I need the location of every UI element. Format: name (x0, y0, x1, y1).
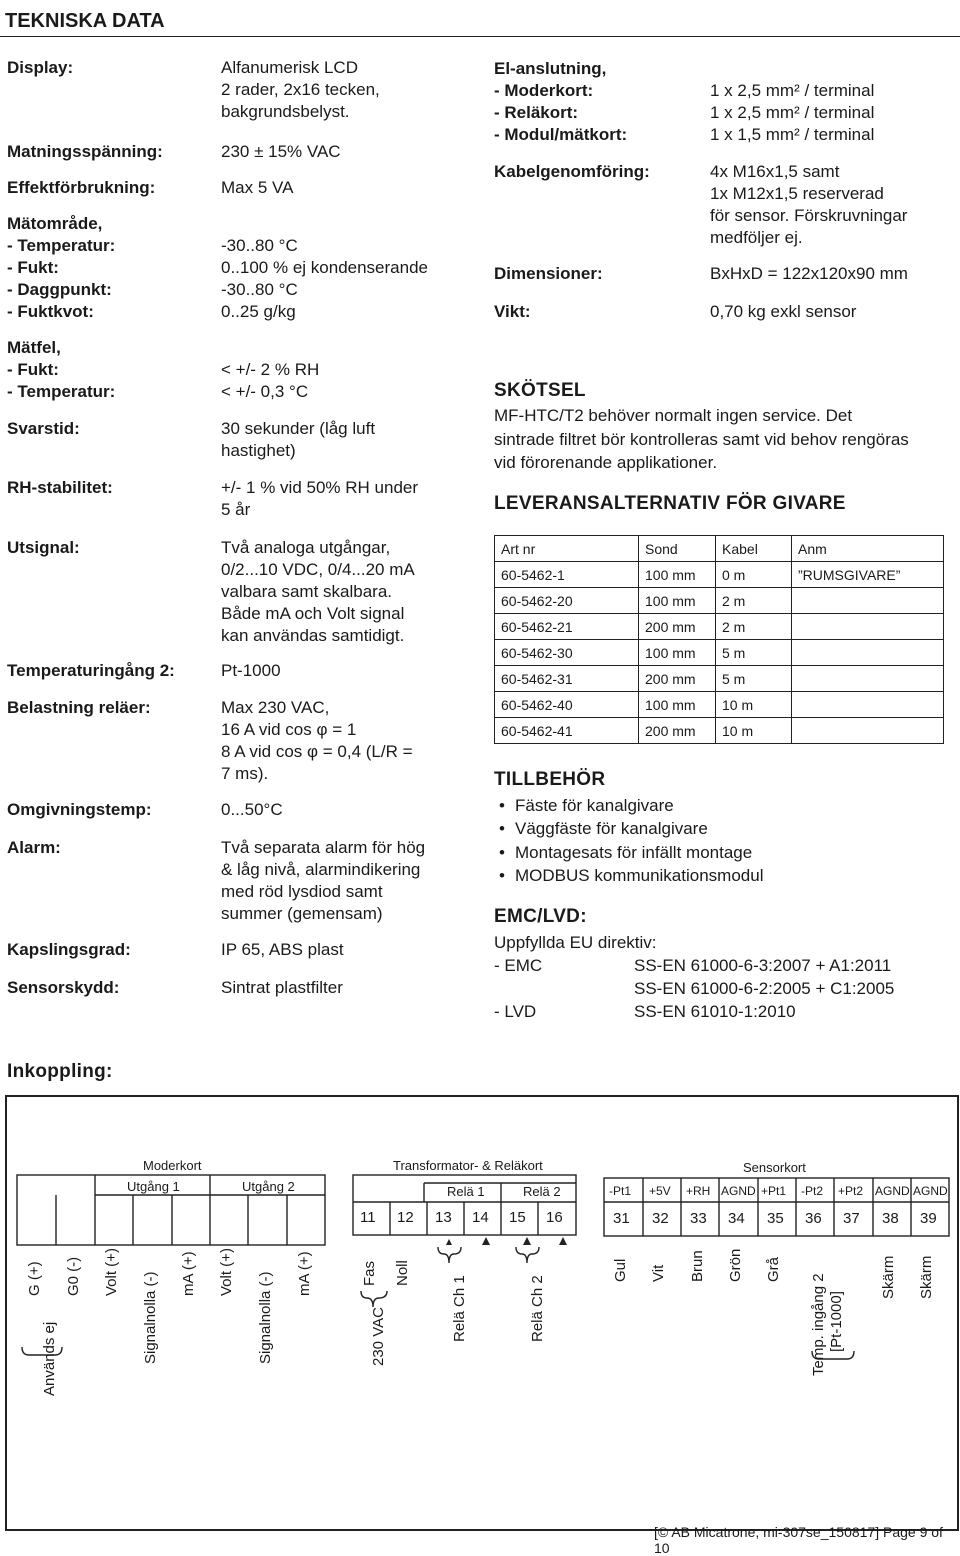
spec-value: Max 230 VAC, (221, 698, 330, 717)
spec-value: 1 x 2,5 mm² / terminal (710, 103, 875, 122)
terminal-number: 11 (360, 1209, 376, 1226)
table-cell: 200 mm (639, 666, 716, 692)
wire-label: Temp. ingång 2 (810, 1273, 827, 1376)
moderkort-title: Moderkort (143, 1158, 202, 1173)
table-cell: 10 m (716, 692, 792, 718)
spec-value: hastighet) (221, 441, 296, 460)
bracket (516, 1247, 539, 1263)
column-header: Kabel (716, 536, 792, 562)
spec-label: Vikt: (494, 302, 531, 321)
list-item: • MODBUS kommunikationsmodul (515, 865, 763, 886)
spec-value: 5 år (221, 500, 251, 519)
wire-label: G0 (-) (65, 1256, 82, 1296)
table-cell: ”RUMSGIVARE” (792, 562, 944, 588)
skotsel-line: vid förorenande applikationer. (494, 453, 718, 472)
emc-intro: Uppfyllda EU direktiv: (494, 933, 657, 952)
table-row (495, 718, 944, 744)
table-row (495, 588, 944, 614)
spec-value: -30..80 °C (221, 236, 298, 255)
terminal-number: 12 (397, 1209, 414, 1226)
terminal-number: 35 (767, 1210, 784, 1227)
table-cell: 60-5462-1 (495, 562, 639, 588)
tillbehor-heading: TILLBEHÖR (494, 769, 606, 790)
relay-group: Relä 2 (523, 1184, 561, 1199)
table-cell: 200 mm (639, 614, 716, 640)
moderkort-group: Utgång 1 (127, 1179, 180, 1194)
wire-label: Volt (+) (103, 1248, 120, 1296)
table-cell: 60-5462-41 (495, 718, 639, 744)
table-cell: 100 mm (639, 588, 716, 614)
list-item: • Väggfäste för kanalgivare (515, 818, 708, 839)
title-bar (0, 4, 960, 37)
table-cell: 60-5462-21 (495, 614, 639, 640)
spec-value: 1x M12x1,5 reserverad (710, 184, 884, 203)
table-cell (792, 614, 944, 640)
spec-value: bakgrundsbelyst. (221, 102, 350, 121)
spec-label: - Daggpunkt: (7, 280, 112, 299)
spec-label: Sensorskydd: (7, 978, 120, 997)
relay-group: Relä 1 (447, 1184, 485, 1199)
spec-label: Svarstid: (7, 419, 80, 438)
transformator-title: Transformator- & Reläkort (393, 1158, 543, 1173)
skotsel-line: sintrade filtret bör kontrolleras samt vid behov rengöras (494, 430, 909, 449)
wire-label: Gul (612, 1258, 629, 1282)
table-cell: 100 mm (639, 692, 716, 718)
terminal-number: 13 (435, 1209, 452, 1226)
spec-value: 0,70 kg exkl sensor (710, 302, 857, 321)
wire-label: Relä Ch 2 (529, 1275, 546, 1342)
wire-label: Används ej (41, 1321, 58, 1396)
spec-label: - Reläkort: (494, 103, 579, 122)
wire-label: G (+) (26, 1261, 43, 1296)
column-header: Sond (639, 536, 716, 562)
terminal-number: 33 (690, 1210, 707, 1227)
spec-value: 7 ms). (221, 764, 269, 783)
spec-label: Mätfel, (7, 338, 61, 357)
spec-label: Temperaturingång 2: (7, 661, 175, 680)
spec-label: Omgivningstemp: (7, 800, 152, 819)
sensor-signal: +RH (686, 1184, 711, 1198)
arrow-icon (482, 1237, 490, 1245)
table-cell: 60-5462-40 (495, 692, 639, 718)
terminal-number: 37 (843, 1210, 860, 1227)
spec-value: BxHxD = 122x120x90 mm (710, 264, 908, 283)
spec-label: Dimensioner: (494, 264, 603, 283)
table-cell: 100 mm (639, 562, 716, 588)
bracket (438, 1247, 461, 1263)
spec-value: summer (gemensam) (221, 904, 383, 923)
spec-label: - Fuktkvot: (7, 302, 94, 321)
spec-value: 2 rader, 2x16 tecken, (221, 80, 380, 99)
skotsel-line: MF-HTC/T2 behöver normalt ingen service. Det (494, 406, 853, 425)
emc-value: SS-EN 61010-1:2010 (634, 1002, 796, 1021)
wire-label: Fas (361, 1260, 378, 1286)
spec-label: Belastning reläer: (7, 698, 151, 717)
spec-value: +/- 1 % vid 50% RH under (221, 478, 419, 497)
spec-value: Två separata alarm för hög (221, 838, 426, 857)
list-item: • Fäste för kanalgivare (515, 795, 674, 816)
table-cell: 5 m (716, 640, 792, 666)
wire-label: Grön (727, 1248, 744, 1282)
spec-label: - Modul/mätkort: (494, 125, 628, 144)
wire-label: Signalnolla (-) (142, 1271, 159, 1364)
spec-label: - Temperatur: (7, 382, 116, 401)
table-cell (792, 640, 944, 666)
terminal-number: 36 (805, 1210, 822, 1227)
sensor-signal: -Pt1 (609, 1184, 632, 1198)
column-header: Anm (792, 536, 944, 562)
skotsel-heading: SKÖTSEL (494, 380, 586, 401)
spec-value: 0...50°C (221, 800, 283, 819)
spec-label: - Moderkort: (494, 81, 594, 100)
emc-value: SS-EN 61000-6-2:2005 + C1:2005 (634, 979, 895, 998)
inkoppling-heading: Inkoppling: (7, 1061, 113, 1082)
table-cell: 2 m (716, 614, 792, 640)
spec-label: Matningsspänning: (7, 142, 163, 161)
spec-value: valbara samt skalbara. (221, 582, 393, 601)
spec-value: 8 A vid cos φ = 0,4 (L/R = (221, 742, 413, 761)
terminal-number: 31 (613, 1210, 630, 1227)
list-item: • Montagesats för infällt montage (515, 842, 752, 863)
table-header-row (495, 536, 944, 562)
terminal-number: 15 (509, 1209, 526, 1226)
spec-label: Kapslingsgrad: (7, 940, 131, 959)
spec-label: Kabelgenomföring: (494, 162, 650, 181)
spec-label: Utsignal: (7, 538, 80, 557)
table-cell: 10 m (716, 718, 792, 744)
spec-value: 1 x 1,5 mm² / terminal (710, 125, 875, 144)
spec-value: Sintrat plastfilter (221, 978, 343, 997)
sensor-signal: +5V (649, 1184, 671, 1198)
emc-label: - EMC (494, 956, 543, 975)
table-cell: 2 m (716, 588, 792, 614)
spec-value: för sensor. Förskruvningar (710, 206, 908, 225)
spec-label: Display: (7, 58, 74, 77)
spec-value: 30 sekunder (låg luft (221, 419, 376, 438)
spec-value: 0..25 g/kg (221, 302, 296, 321)
spec-value: Max 5 VA (221, 178, 294, 197)
emc-value: SS-EN 61000-6-3:2007 + A1:2011 (634, 956, 892, 975)
spec-value: 16 A vid cos φ = 1 (221, 720, 357, 739)
arrow-icon (523, 1237, 531, 1245)
wire-label: Signalnolla (-) (257, 1271, 274, 1364)
wire-label: 230 VAC (370, 1307, 387, 1366)
spec-value: med röd lysdiod samt (221, 882, 383, 901)
emc-heading: EMC/LVD: (494, 906, 587, 927)
spec-value: Alfanumerisk LCD (221, 58, 358, 77)
spec-value: 0/2...10 VDC, 0/4...20 mA (221, 560, 415, 579)
spec-value: Två analoga utgångar, (221, 538, 391, 557)
table-cell: 60-5462-30 (495, 640, 639, 666)
spec-label: - Temperatur: (7, 236, 116, 255)
spec-label: Effektförbrukning: (7, 178, 156, 197)
wire-label: Grå (765, 1256, 782, 1282)
spec-label: RH-stabilitet: (7, 478, 113, 497)
spec-value: & låg nivå, alarmindikering (221, 860, 421, 879)
page-footer: [© AB Micatrone, mi-307se_150817] Page 9 of 10 (654, 1524, 943, 1556)
spec-value: -30..80 °C (221, 280, 298, 299)
table-cell (792, 718, 944, 744)
table-cell: 0 m (716, 562, 792, 588)
wire-label: Volt (+) (218, 1248, 235, 1296)
table-cell (792, 692, 944, 718)
arrow-icon (446, 1239, 452, 1245)
table-row (495, 692, 944, 718)
spec-value: IP 65, ABS plast (221, 940, 344, 959)
wiring-diagram (5, 1095, 959, 1531)
moderkort-group: Utgång 2 (242, 1179, 295, 1194)
wire-label: mA (+) (296, 1251, 313, 1296)
terminal-number: 34 (728, 1210, 745, 1227)
table-row (495, 562, 944, 588)
table-cell: 5 m (716, 666, 792, 692)
wire-label: mA (+) (180, 1251, 197, 1296)
spec-label: Mätområde, (7, 214, 103, 233)
wire-label: [Pt-1000] (828, 1291, 845, 1352)
sensor-signal: AGND (913, 1184, 948, 1198)
spec-value: Både mA och Volt signal (221, 604, 405, 623)
sensorkort-title: Sensorkort (743, 1160, 806, 1175)
sensor-signal: +Pt2 (838, 1184, 864, 1198)
wire-label: Vit (650, 1264, 667, 1282)
spec-value: medföljer ej. (710, 228, 803, 247)
leverans-table (494, 535, 944, 744)
emc-label: - LVD (494, 1002, 537, 1021)
spec-value: 4x M16x1,5 samt (710, 162, 840, 181)
spec-label: El-anslutning, (494, 59, 607, 78)
table-cell: 60-5462-20 (495, 588, 639, 614)
spec-value: kan användas samtidigt. (221, 626, 405, 645)
spec-value: 230 ± 15% VAC (221, 142, 341, 161)
terminal-number: 38 (882, 1210, 899, 1227)
sensor-signal: -Pt2 (801, 1184, 824, 1198)
spec-label: - Fukt: (7, 258, 59, 277)
spec-label: Alarm: (7, 838, 61, 857)
terminal-number: 39 (920, 1210, 937, 1227)
terminal-number: 32 (652, 1210, 669, 1227)
table-cell: 60-5462-31 (495, 666, 639, 692)
table-row (495, 666, 944, 692)
leverans-heading: LEVERANSALTERNATIV FÖR GIVARE (494, 493, 846, 514)
sensor-signal: AGND (875, 1184, 910, 1198)
spec-value: < +/- 0,3 °C (221, 382, 309, 401)
table-cell: 200 mm (639, 718, 716, 744)
arrow-icon (559, 1237, 567, 1245)
page-title: TEKNISKA DATA (5, 10, 165, 32)
relay-arrows (446, 1237, 567, 1245)
table-cell: 100 mm (639, 640, 716, 666)
table-cell (792, 666, 944, 692)
wire-label: Brun (689, 1250, 706, 1282)
sensor-signal: AGND (721, 1184, 756, 1198)
terminal-number: 16 (546, 1209, 563, 1226)
column-header: Art nr (495, 536, 639, 562)
terminal-number: 14 (472, 1209, 489, 1226)
table-row (495, 614, 944, 640)
wire-label: Skärm (918, 1255, 935, 1299)
wire-label: Noll (394, 1260, 411, 1286)
sensor-signal: +Pt1 (761, 1184, 787, 1198)
spec-value: Pt-1000 (221, 661, 281, 680)
spec-label: - Fukt: (7, 360, 59, 379)
spec-value: 0..100 % ej kondenserande (221, 258, 428, 277)
table-cell (792, 588, 944, 614)
wire-label: Relä Ch 1 (451, 1275, 468, 1342)
bracket (361, 1291, 387, 1307)
spec-value: < +/- 2 % RH (221, 360, 320, 379)
table-row (495, 640, 944, 666)
wire-label: Skärm (880, 1255, 897, 1299)
spec-value: 1 x 2,5 mm² / terminal (710, 81, 875, 100)
